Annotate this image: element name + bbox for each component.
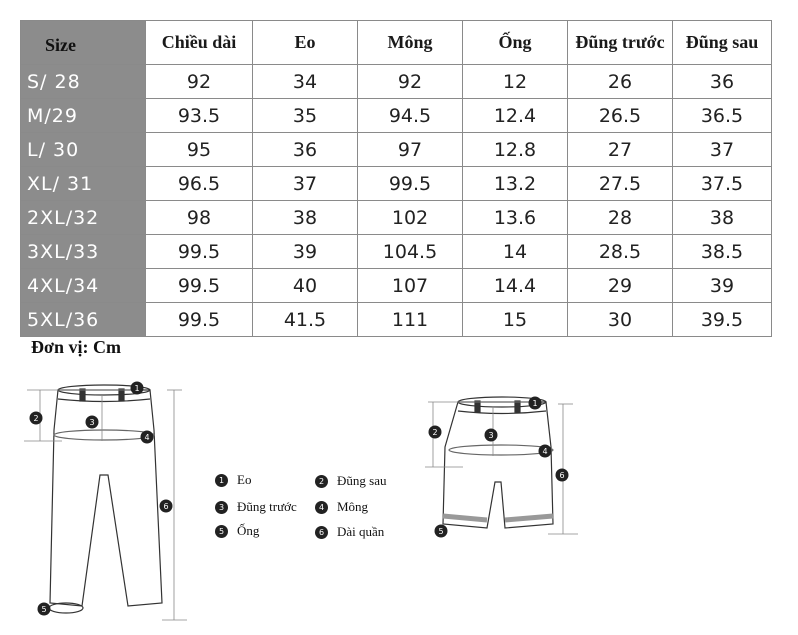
marker-2 (429, 426, 442, 439)
legend-item-front-rise (215, 499, 297, 515)
cell-leg-opening: 14.4 (463, 269, 568, 303)
cell-leg-opening: 15 (463, 303, 568, 337)
cell-length: 93.5 (146, 99, 253, 133)
legend-marker: 1 (215, 474, 228, 487)
cell-size: XL/ 31 (21, 167, 146, 201)
marker-5 (435, 525, 448, 538)
svg-text:3: 3 (488, 431, 494, 440)
cell-length: 99.5 (146, 303, 253, 337)
cell-hip: 97 (358, 133, 463, 167)
header-size: Size (21, 21, 146, 65)
cell-hip: 107 (358, 269, 463, 303)
header-front-rise: Đũng trước (568, 21, 673, 65)
legend-item-length (315, 524, 384, 540)
svg-text:6: 6 (163, 502, 169, 511)
cell-front-rise: 28 (568, 201, 673, 235)
legend-label: Eo (237, 472, 252, 487)
table-row (21, 303, 772, 337)
legend-label: Dài quần (337, 524, 385, 539)
cell-waist: 34 (253, 65, 358, 99)
marker-3 (485, 429, 498, 442)
svg-text:5: 5 (438, 527, 444, 536)
marker-1 (131, 382, 144, 395)
cell-back-rise: 38 (673, 201, 772, 235)
cell-length: 98 (146, 201, 253, 235)
cell-front-rise: 29 (568, 269, 673, 303)
legend-label: Ống (237, 523, 260, 538)
cell-front-rise: 28.5 (568, 235, 673, 269)
cell-waist: 41.5 (253, 303, 358, 337)
header-length: Chiều dài (146, 21, 253, 65)
cell-waist: 35 (253, 99, 358, 133)
marker-4 (539, 445, 552, 458)
svg-text:1: 1 (134, 384, 140, 393)
table-row (21, 133, 772, 167)
table-header-row (21, 21, 772, 65)
cell-length: 96.5 (146, 167, 253, 201)
cell-front-rise: 27.5 (568, 167, 673, 201)
legend-item-hip (315, 499, 368, 515)
cell-hip: 111 (358, 303, 463, 337)
table-row (21, 99, 772, 133)
table-row (21, 269, 772, 303)
marker-6 (556, 469, 569, 482)
cell-waist: 36 (253, 133, 358, 167)
legend-marker: 3 (215, 501, 228, 514)
cell-length: 99.5 (146, 235, 253, 269)
cell-hip: 99.5 (358, 167, 463, 201)
cell-length: 99.5 (146, 269, 253, 303)
cell-back-rise: 39 (673, 269, 772, 303)
cell-front-rise: 30 (568, 303, 673, 337)
svg-text:4: 4 (144, 433, 150, 442)
legend-label: Đũng sau (337, 473, 387, 488)
legend-marker: 2 (315, 475, 328, 488)
unit-note: Đơn vị: Cm (31, 337, 121, 357)
svg-text:3: 3 (89, 418, 95, 427)
shorts-outline (443, 397, 553, 528)
cell-back-rise: 37.5 (673, 167, 772, 201)
cell-size: 2XL/32 (21, 201, 146, 235)
table-row (21, 167, 772, 201)
cell-hip: 102 (358, 201, 463, 235)
cell-length: 95 (146, 133, 253, 167)
cell-leg-opening: 13.2 (463, 167, 568, 201)
cell-leg-opening: 12.8 (463, 133, 568, 167)
legend-label: Đũng trước (237, 499, 297, 514)
cell-waist: 40 (253, 269, 358, 303)
cell-waist: 38 (253, 201, 358, 235)
svg-text:4: 4 (542, 447, 548, 456)
cell-front-rise: 27 (568, 133, 673, 167)
legend-marker: 5 (215, 525, 228, 538)
header-waist: Eo (253, 21, 358, 65)
svg-text:6: 6 (559, 471, 565, 480)
cell-size: S/ 28 (21, 65, 146, 99)
svg-text:2: 2 (33, 414, 39, 423)
marker-5 (38, 603, 51, 616)
cell-size: 3XL/33 (21, 235, 146, 269)
cell-front-rise: 26.5 (568, 99, 673, 133)
marker-3 (86, 416, 99, 429)
svg-text:2: 2 (432, 428, 438, 437)
cell-size: L/ 30 (21, 133, 146, 167)
cell-hip: 94.5 (358, 99, 463, 133)
long-pants-diagram (22, 375, 192, 625)
shorts-diagram (423, 392, 583, 552)
cell-hip: 92 (358, 65, 463, 99)
marker-1 (529, 397, 542, 410)
cell-back-rise: 36.5 (673, 99, 772, 133)
cell-leg-opening: 12 (463, 65, 568, 99)
legend-label: Mông (337, 499, 369, 514)
cell-leg-opening: 12.4 (463, 99, 568, 133)
cell-back-rise: 39.5 (673, 303, 772, 337)
cell-hip: 104.5 (358, 235, 463, 269)
cell-front-rise: 26 (568, 65, 673, 99)
size-chart-table (20, 20, 772, 337)
long-pants-outline (49, 385, 162, 613)
cell-size: 4XL/34 (21, 269, 146, 303)
svg-text:5: 5 (41, 605, 47, 614)
marker-2 (30, 412, 43, 425)
cell-size: 5XL/36 (21, 303, 146, 337)
svg-text:1: 1 (532, 399, 538, 408)
legend-marker: 6 (315, 526, 328, 539)
legend-marker: 4 (315, 501, 328, 514)
cell-waist: 39 (253, 235, 358, 269)
cell-length: 92 (146, 65, 253, 99)
legend-item-leg-opening (215, 523, 259, 539)
cell-waist: 37 (253, 167, 358, 201)
header-back-rise: Đũng sau (673, 21, 772, 65)
cell-back-rise: 36 (673, 65, 772, 99)
header-leg-opening: Ống (463, 21, 568, 65)
table-row (21, 201, 772, 235)
table-row (21, 65, 772, 99)
cell-size: M/29 (21, 99, 146, 133)
legend-item-waist (215, 472, 251, 488)
cell-leg-opening: 14 (463, 235, 568, 269)
cell-back-rise: 37 (673, 133, 772, 167)
table-row (21, 235, 772, 269)
marker-4 (141, 431, 154, 444)
cell-back-rise: 38.5 (673, 235, 772, 269)
cell-leg-opening: 13.6 (463, 201, 568, 235)
legend-item-back-rise (315, 473, 386, 489)
header-hip: Mông (358, 21, 463, 65)
marker-6 (160, 500, 173, 513)
